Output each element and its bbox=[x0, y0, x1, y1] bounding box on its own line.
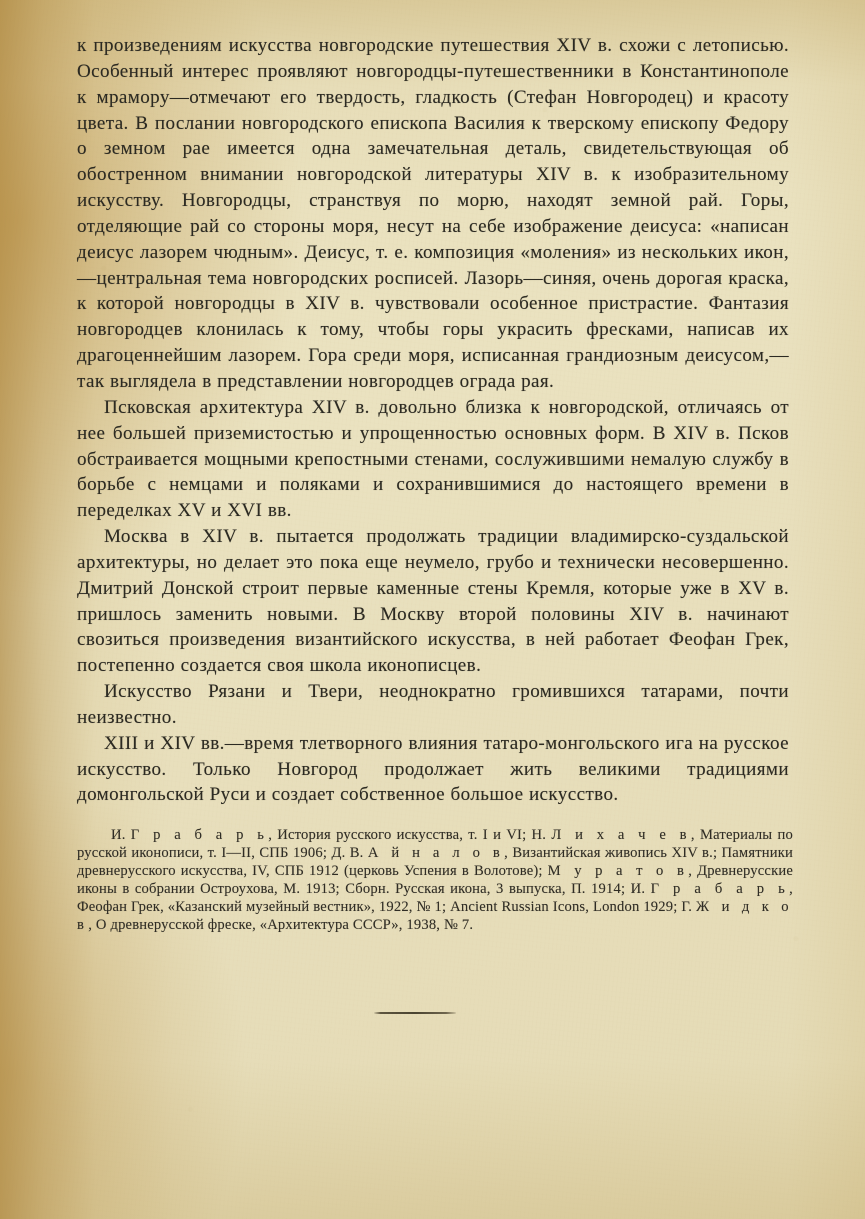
paragraph: Псковская архитектура XIV в. довольно близка к новгородской, отличаясь от нее большей приземистостью и упрощенностью основных форм. В XIV в. Псков обстраивается мощными крепостными стенами, сослужившими немалую службу в борьбе с немцами и поляками и сохранившимися до настоящего времени в переделках XV и XVI вв. bbox=[77, 396, 789, 522]
bibliography-paragraph bbox=[77, 826, 793, 935]
bibliography-note bbox=[77, 826, 793, 935]
paragraph: XIII и XIV вв.—время тлетворного влияния татаро-монгольского ига на русское искусство. Только Новгород продолжает жить великими традициями домонгольской Руси и создает собственное большое искусство. bbox=[77, 732, 789, 806]
author-name: Г р а б а р ь bbox=[130, 827, 269, 843]
paragraph: к произведениям искусства новгородские путешествия XIV в. схожи с летописью. Особенный интерес проявляют новгородцы-путешественники в Константинополе к мрамору—отмечают его твердость, гладкость (Стефан Новгородец) и красоту цвета. В послании новгородского епископа Василия к тверскому епископу Федору о земном рае имеется одна замечательная деталь, свидетельствующая об обостренном внимании новгородской литературы XIV в. к изобразительному искусству. Новгородцы, странствуя по морю, находят земной рай. Горы, отделяющие рай со стороны моря, несут на себе изображение деисуса: «написан деисус лазорем чюдным». Деисус, т. е. композиция «моления» из нескольких икон,—центральная тема новгородских росписей. Лазорь—синяя, очень дорогая краска, к которой новгородцы в XIV в. чувствовали особенное пристрастие. Фантазия новгородцев клонилась к тому, чтобы горы украсить фресками, написав их драгоценнейшим лазорем. Гора среди моря, исписанная грандиозным деисусом,—так выглядела в представлении новгородцев ограда рая. bbox=[77, 35, 789, 392]
author-name: Г р а б а р ь bbox=[650, 881, 790, 898]
author-name: Ж и д к о в bbox=[77, 899, 793, 934]
paragraph: Искусство Рязани и Твери, неоднократно громившихся татарами, почти неизвестно. bbox=[77, 681, 789, 728]
author-name: М у р а т о в bbox=[547, 863, 689, 880]
citation-text: , О древнерусской фреске, «Архитектура СССР», 1938, № 7. bbox=[88, 917, 474, 934]
section-divider-rule bbox=[374, 1012, 456, 1014]
paragraph: Москва в XIV в. пытается продолжать традиции владимирско-суздальской архитектуры, но делает это пока еще неумело, грубо и технически несовершенно. Дмитрий Донской строит первые каменные стены Кремля, которые уже в XV в. пришлось заменить новыми. В Москву второй половины XIV в. начинают свозиться произведения византийского искусства, в ней работает Феофан Грек, постепенно создается своя школа иконописцев. bbox=[77, 526, 789, 677]
body-text-column bbox=[77, 33, 789, 808]
citation-text: , История русского искусства, т. I и VI; Н. bbox=[268, 827, 552, 843]
citation-text: , Феофан Грек, «Казанский музейный вестник», 1922, № 1; Ancient Russian Icons, London 1929; Г. bbox=[77, 881, 793, 916]
author-name: А й н а л о в bbox=[367, 845, 505, 862]
citation-text: , Материалы по русской иконописи, т. I—II, СПБ 1906; Д. В. bbox=[77, 827, 793, 862]
author-name: Л и х а ч е в bbox=[551, 827, 691, 843]
citation-text: , Византийская живопись XIV в.; Памятники древнерусского искусства, IV, СПБ 1912 (церковь Успения в Волотове); bbox=[77, 845, 793, 880]
citation-text: , Древнерусские иконы в собрании Остроухова, М. 1913; Сборн. Русская икона, 3 выпуска, П. 1914; И. bbox=[77, 863, 793, 898]
citation-text: И. bbox=[111, 827, 131, 843]
